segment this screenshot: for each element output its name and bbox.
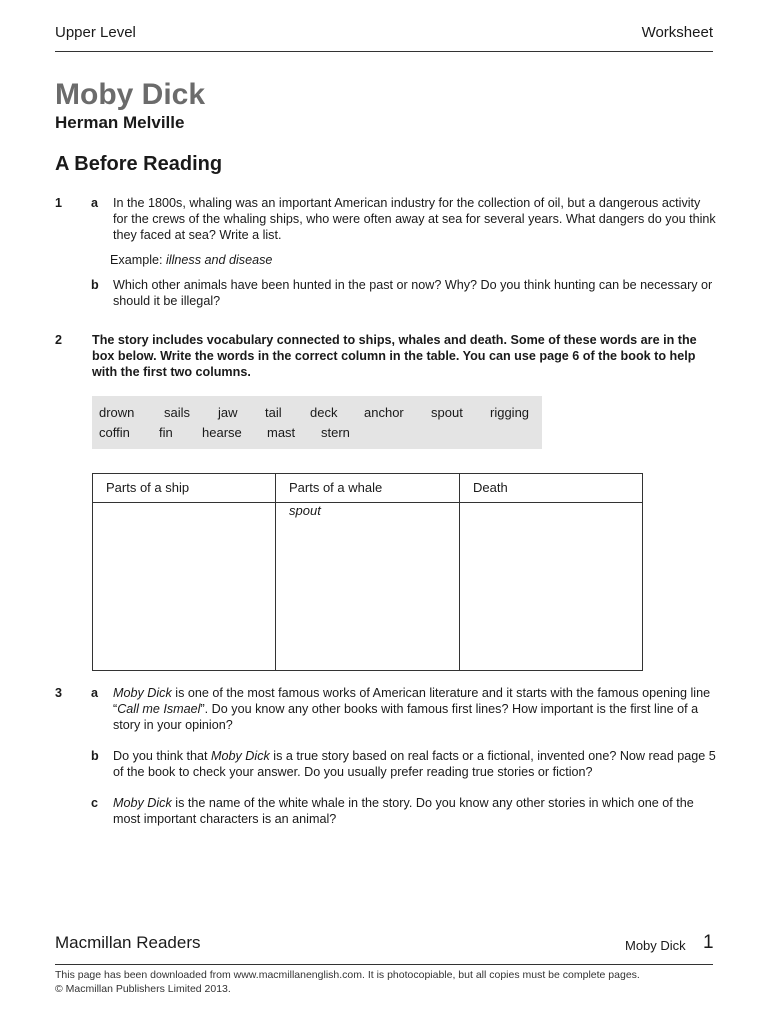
page-number: 1 bbox=[703, 932, 714, 953]
word-item: sails bbox=[164, 405, 191, 420]
author-name: Herman Melville bbox=[55, 113, 185, 132]
header-death: Death bbox=[460, 474, 643, 503]
question-3a-letter: a bbox=[91, 686, 99, 700]
question-1a-text: In the 1800s, whaling was an important American industry for the collection of oil, but a dangerous activity for the crews of the whaling ships, who were often away at sea for several years. What dangers do you think they faced at sea? Write a list. bbox=[113, 196, 716, 242]
text-span: ”. Do you know any other books with famous first lines? How important is the first line of a story in your opinion? bbox=[113, 702, 699, 732]
header-parts-of-whale: Parts of a whale bbox=[276, 474, 460, 503]
table-row bbox=[93, 503, 643, 671]
text-span: is the name of the white whale in the story. Do you know any other stories in which one of the most important characters is an animal? bbox=[113, 796, 694, 826]
word-item: spout bbox=[431, 405, 463, 420]
level-label: Upper Level bbox=[55, 24, 136, 41]
word-item: fin bbox=[159, 425, 173, 440]
question-2-number: 2 bbox=[55, 333, 63, 347]
question-3-number: 3 bbox=[55, 686, 63, 700]
text-span: Do you think that bbox=[113, 749, 212, 763]
word-item: anchor bbox=[364, 405, 404, 420]
text-span: is a true story based on real facts or a fictional, invented one? Now read page 5 of the book to check your answer. Do you usually prefer reading true stories or fiction? bbox=[113, 749, 716, 779]
question-1b-text: Which other animals have been hunted in the past or now? Why? Do you think hunting can be necessary or should it be illegal? bbox=[113, 278, 713, 308]
word-box bbox=[92, 396, 542, 449]
question-3c-letter: c bbox=[91, 796, 99, 810]
question-1-example bbox=[110, 253, 272, 267]
book-title-italic: Moby Dick bbox=[211, 749, 270, 763]
page-title: Moby Dick bbox=[55, 78, 206, 111]
footer-rule bbox=[55, 964, 713, 965]
text-span: is one of the most famous works of American literature and it starts with the famous opening line “ bbox=[113, 686, 711, 716]
vocabulary-table bbox=[92, 473, 643, 671]
question-3b-letter: b bbox=[91, 749, 99, 763]
word-item: drown bbox=[99, 405, 135, 420]
section-heading: A Before Reading bbox=[55, 153, 223, 175]
copyright-line: © Macmillan Publishers Limited 2013. bbox=[55, 983, 231, 995]
word-item: deck bbox=[310, 405, 338, 420]
question-1a-letter: a bbox=[91, 196, 99, 210]
worksheet-label: Worksheet bbox=[641, 24, 713, 41]
book-title-italic: Moby Dick bbox=[113, 796, 172, 810]
word-item: stern bbox=[321, 425, 350, 440]
question-3a-text bbox=[113, 685, 718, 733]
example-value: illness and disease bbox=[166, 253, 273, 267]
cell-death[interactable] bbox=[460, 503, 643, 671]
footer-book-title: Moby Dick bbox=[625, 938, 686, 953]
word-item: tail bbox=[265, 405, 282, 420]
word-item: hearse bbox=[202, 425, 242, 440]
cell-whale[interactable]: spout bbox=[276, 503, 460, 671]
question-1-number: 1 bbox=[55, 196, 63, 210]
question-1b-letter: b bbox=[91, 278, 99, 292]
example-label: Example: bbox=[110, 253, 166, 267]
book-title-italic: Moby Dick bbox=[113, 686, 172, 700]
publisher-brand: Macmillan Readers bbox=[55, 933, 201, 952]
question-2-text: The story includes vocabulary connected to ships, whales and death. Some of these words are in the box below. Write the words in the correct column in the table. You can use page 6 of the book to help with the first two columns. bbox=[92, 333, 697, 379]
opening-line-quote: Call me Ismael bbox=[117, 702, 201, 716]
copyright-note bbox=[55, 968, 735, 996]
word-item: mast bbox=[267, 425, 296, 440]
question-3c-text bbox=[113, 795, 718, 827]
table-header-row bbox=[93, 474, 643, 503]
cell-ship[interactable] bbox=[93, 503, 276, 671]
word-item: coffin bbox=[99, 425, 130, 440]
download-notice: This page has been downloaded from www.macmillanenglish.com. It is photocopiable, but all copies must be complete pages. bbox=[55, 969, 640, 981]
header-parts-of-ship: Parts of a ship bbox=[93, 474, 276, 503]
word-item: jaw bbox=[218, 405, 238, 420]
question-3b-text bbox=[113, 748, 718, 780]
word-item: rigging bbox=[490, 405, 530, 420]
header-rule bbox=[55, 51, 713, 52]
